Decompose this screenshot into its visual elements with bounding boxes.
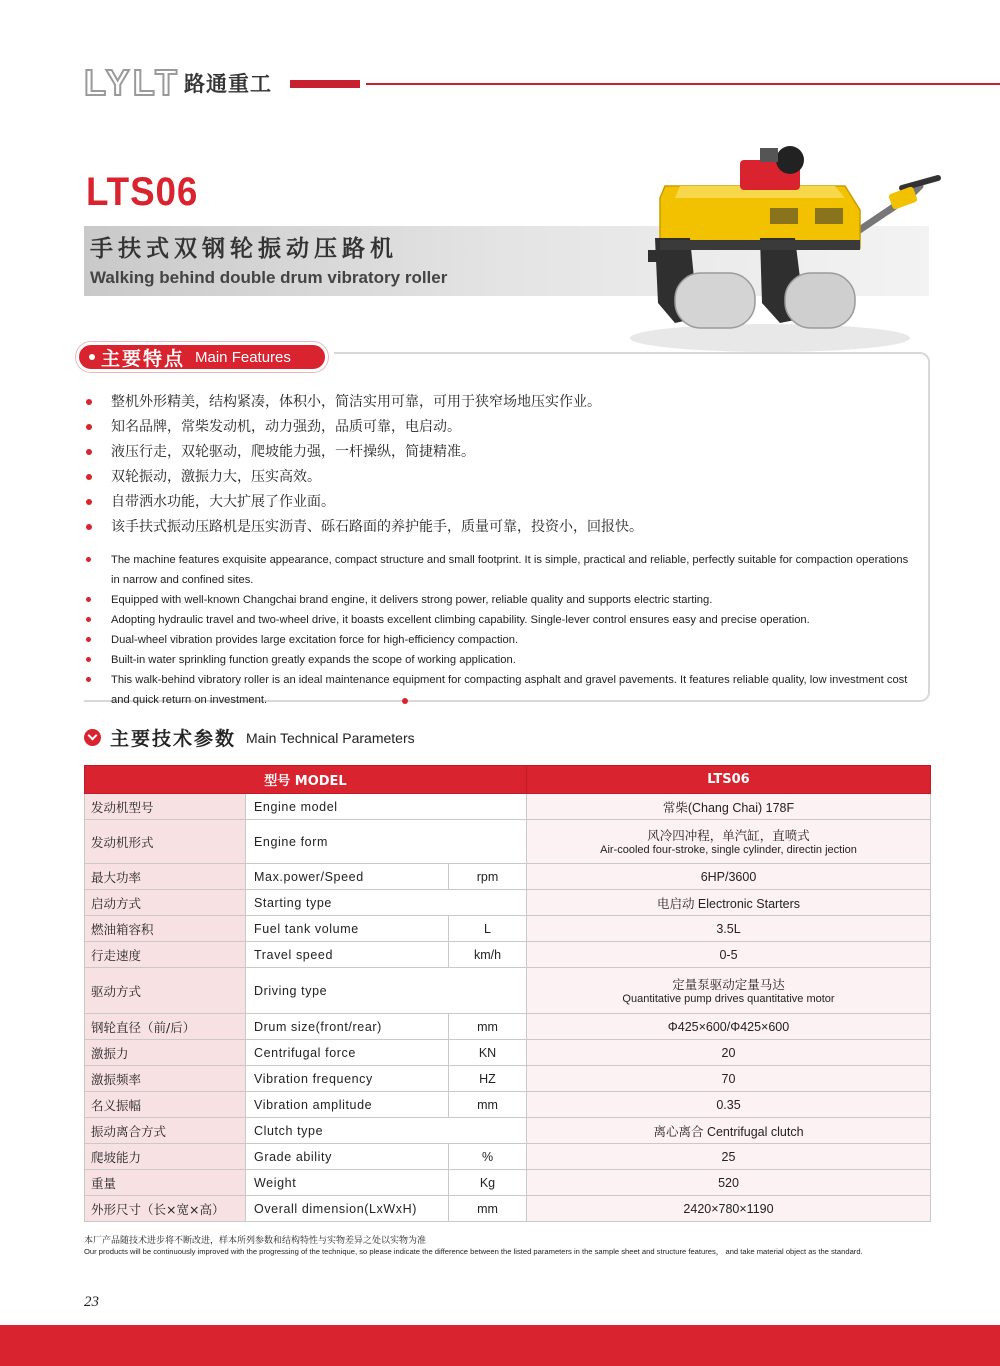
features-heading-en: Main Features — [195, 348, 291, 366]
param-name-en: Grade ability — [246, 1144, 449, 1170]
param-name-cn: 激振力 — [85, 1040, 246, 1066]
param-unit: mm — [449, 1092, 527, 1118]
list-item: Adopting hydraulic travel and two-wheel drive, it boasts excellent climbing capability. Single-lever control ensures easy and precise operation. — [86, 610, 916, 630]
table-row — [85, 968, 931, 1014]
chevron-down-icon — [84, 729, 101, 746]
table-row — [85, 1014, 931, 1040]
param-name-cn: 驱动方式 — [85, 968, 246, 1014]
list-item: Built-in water sprinkling function greatly expands the scope of working application. — [86, 650, 916, 670]
bullet-icon — [86, 597, 91, 602]
param-value: 0.35 — [527, 1092, 931, 1118]
param-name-en: Vibration amplitude — [246, 1092, 449, 1118]
model-label: 型号 MODEL — [85, 766, 527, 794]
param-name-en: Engine model — [246, 794, 527, 820]
param-value: 常柴(Chang Chai) 178F — [527, 794, 931, 820]
table-row — [85, 942, 931, 968]
param-value: 520 — [527, 1170, 931, 1196]
param-value: 6HP/3600 — [527, 864, 931, 890]
table-row — [85, 1092, 931, 1118]
bullet-icon — [86, 499, 92, 505]
param-name-cn: 名义振幅 — [85, 1092, 246, 1118]
footnote-cn: 本厂产品随技术进步将不断改进，样本所列参数和结构特性与实物差异之处以实物为准 — [84, 1236, 427, 1246]
table-row — [85, 890, 931, 916]
table-row — [85, 1066, 931, 1092]
param-value: 离心离合 Centrifugal clutch — [527, 1118, 931, 1144]
param-name-cn: 行走速度 — [85, 942, 246, 968]
page-number: 23 — [84, 1294, 99, 1310]
brand-name-cn: 路通重工 — [184, 72, 273, 96]
bullet-icon — [86, 399, 92, 405]
specs-table — [84, 765, 931, 1222]
features-list-en — [86, 550, 916, 710]
param-value: 0-5 — [527, 942, 931, 968]
table-row — [85, 916, 931, 942]
param-value: Φ425×600/Φ425×600 — [527, 1014, 931, 1040]
table-header-row — [85, 766, 931, 794]
param-value: 电启动 Electronic Starters — [527, 890, 931, 916]
param-value: 25 — [527, 1144, 931, 1170]
param-name-en: Overall dimension(LxWxH) — [246, 1196, 449, 1222]
param-value: 2420×780×1190 — [527, 1196, 931, 1222]
param-name-en: Engine form — [246, 820, 527, 864]
param-name-en: Centrifugal force — [246, 1040, 449, 1066]
list-item: 知名品牌，常柴发动机，动力强劲，品质可靠，电启动。 — [86, 415, 916, 440]
param-value: 20 — [527, 1040, 931, 1066]
bullet-icon — [86, 474, 92, 480]
features-list-cn — [86, 390, 916, 540]
param-name-cn: 钢轮直径（前/后） — [85, 1014, 246, 1040]
param-value: 定量泵驱动定量马达 Quantitative pump drives quantitative motor — [527, 968, 931, 1014]
param-value: 风冷四冲程，单汽缸，直喷式 Air-cooled four-stroke, single cylinder, directin jection — [527, 820, 931, 864]
bullet-icon — [86, 617, 91, 622]
param-name-cn: 振动离合方式 — [85, 1118, 246, 1144]
table-row — [85, 1170, 931, 1196]
param-name-en: Drum size(front/rear) — [246, 1014, 449, 1040]
specs-heading-en: Main Technical Parameters — [246, 729, 415, 746]
list-item: This walk-behind vibratory roller is an ideal maintenance equipment for compacting asphalt and gravel pavements. It features reliable quality, low investment cost and quick return on investment. — [86, 670, 916, 710]
param-value: 3.5L — [527, 916, 931, 942]
header-rule — [366, 83, 1000, 85]
list-item: 液压行走，双轮驱动，爬坡能力强，一杆操纵，简捷精准。 — [86, 440, 916, 465]
bullet-icon — [86, 449, 92, 455]
list-item: 整机外形精美，结构紧凑，体积小，简洁实用可靠，可用于狭窄场地压实作业。 — [86, 390, 916, 415]
param-name-cn: 发动机型号 — [85, 794, 246, 820]
param-value: 70 — [527, 1066, 931, 1092]
bullet-icon — [86, 657, 91, 662]
param-name-en: Max.power/Speed — [246, 864, 449, 890]
list-item: 该手扶式振动压路机是压实沥青、砾石路面的养护能手，质量可靠，投资小，回报快。 — [86, 515, 916, 540]
panel-end-dot — [402, 698, 408, 704]
param-unit: rpm — [449, 864, 527, 890]
param-unit: Kg — [449, 1170, 527, 1196]
list-item: Equipped with well-known Changchai brand engine, it delivers strong power, reliable quality and supports electric starting. — [86, 590, 916, 610]
bullet-icon — [86, 677, 91, 682]
model-title: LTS06 — [86, 170, 199, 214]
param-name-en: Weight — [246, 1170, 449, 1196]
table-row — [85, 864, 931, 890]
features-heading-cn: 主要特点 — [101, 347, 186, 370]
param-name-cn: 激振频率 — [85, 1066, 246, 1092]
param-name-en: Vibration frequency — [246, 1066, 449, 1092]
param-name-cn: 发动机形式 — [85, 820, 246, 864]
param-name-en: Fuel tank volume — [246, 916, 449, 942]
bullet-icon — [86, 424, 92, 430]
features-heading — [76, 342, 328, 372]
header-accent-bar — [290, 80, 360, 88]
model-value: LTS06 — [527, 766, 931, 794]
param-name-cn: 重量 — [85, 1170, 246, 1196]
table-row — [85, 820, 931, 864]
specs-heading — [84, 724, 415, 751]
param-name-en: Driving type — [246, 968, 527, 1014]
roller-illustration — [620, 138, 950, 358]
param-name-en: Clutch type — [246, 1118, 527, 1144]
brand — [84, 62, 273, 103]
param-name-cn: 启动方式 — [85, 890, 246, 916]
table-row — [85, 1118, 931, 1144]
bullet-icon — [86, 557, 91, 562]
brand-logo: LYLT — [84, 62, 181, 103]
footer-bar — [0, 1325, 1000, 1366]
param-unit: mm — [449, 1196, 527, 1222]
param-unit: mm — [449, 1014, 527, 1040]
param-unit: % — [449, 1144, 527, 1170]
bullet-icon — [86, 637, 91, 642]
table-row — [85, 794, 931, 820]
param-unit: HZ — [449, 1066, 527, 1092]
table-row — [85, 1144, 931, 1170]
param-name-en: Starting type — [246, 890, 527, 916]
param-name-en: Travel speed — [246, 942, 449, 968]
footnote-en: Our products will be continuously improved with the progressing of the technique, so please indicate the difference between the listed parameters in the sample sheet and structure features， and take material object as the standard. — [84, 1247, 863, 1256]
table-row — [85, 1040, 931, 1066]
table-row — [85, 1196, 931, 1222]
list-item: Dual-wheel vibration provides large excitation force for high-efficiency compaction. — [86, 630, 916, 650]
list-item: The machine features exquisite appearance, compact structure and small footprint. It is simple, practical and reliable, perfectly suitable for compaction operations in narrow and confined sites. — [86, 550, 916, 590]
param-name-cn: 最大功率 — [85, 864, 246, 890]
specs-heading-cn: 主要技术参数 — [110, 728, 237, 750]
param-name-cn: 燃油箱容积 — [85, 916, 246, 942]
list-item: 自带洒水功能，大大扩展了作业面。 — [86, 490, 916, 515]
product-title-en: Walking behind double drum vibratory roller — [90, 268, 448, 287]
param-unit: KN — [449, 1040, 527, 1066]
product-title-cn: 手扶式双钢轮振动压路机 — [90, 236, 398, 262]
list-item: 双轮振动，激振力大，压实高效。 — [86, 465, 916, 490]
bullet-icon — [86, 524, 92, 530]
param-unit: L — [449, 916, 527, 942]
dot-icon — [89, 354, 95, 360]
param-name-cn: 爬坡能力 — [85, 1144, 246, 1170]
param-unit: km/h — [449, 942, 527, 968]
param-name-cn: 外形尺寸（长×宽×高） — [85, 1196, 246, 1222]
